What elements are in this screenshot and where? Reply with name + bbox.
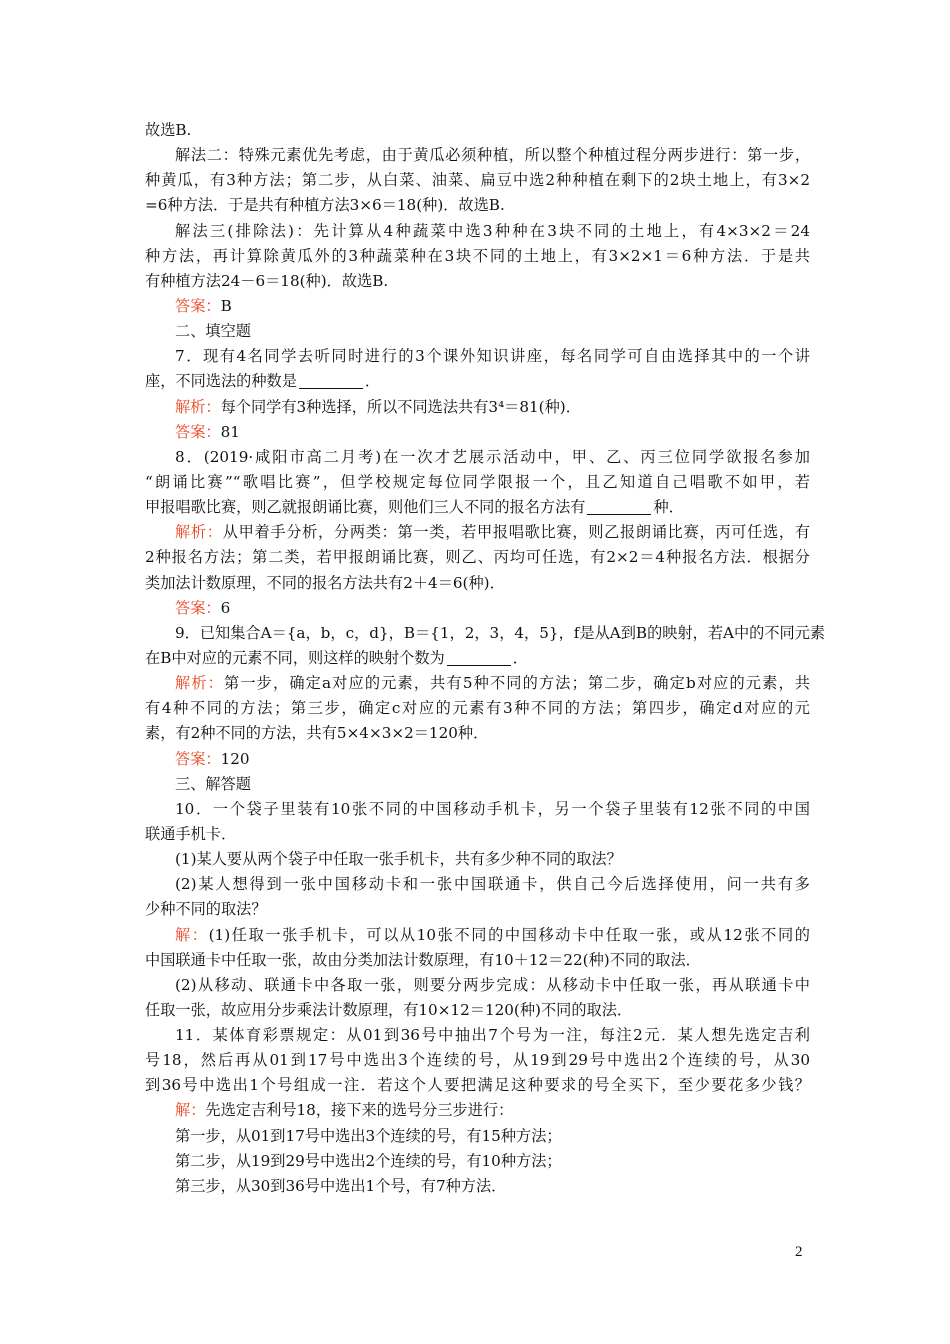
text-line	[145, 797, 810, 822]
answer-label: 答案：	[175, 749, 221, 768]
line-text: 三、解答题	[175, 774, 251, 793]
line-text: 8．(2019·咸阳市高二月考)在一次才艺展示活动中，甲、乙、丙三位同学欲报名参加	[175, 447, 810, 466]
text-line	[145, 1023, 810, 1048]
line-text: 种黄瓜，有3种方法；第二步，从白菜、油菜、扁豆中选2种种植在剩下的2块土地上，有3×2	[145, 171, 810, 190]
line-text: “朗诵比赛”“歌唱比赛”，但学校规定每位同学限报一个，且乙知道自己唱歌不如甲，若	[145, 472, 810, 491]
line-text: 座，不同选法的种数是	[145, 372, 297, 391]
line-text: 81	[220, 422, 240, 441]
text-line	[145, 1149, 810, 1174]
text-line	[145, 1048, 810, 1073]
line-text: 中国联通卡中任取一张，故由分类加法计数原理，有10＋12＝22(种)不同的取法．	[145, 950, 701, 969]
line-text: 每个同学有3种选择，所以不同选法共有3⁴＝81(种)．	[220, 397, 581, 416]
line-text: 第三步，从30到36号中选出1个号，有7种方法．	[175, 1176, 507, 1195]
fill-in-blank	[587, 499, 651, 515]
text-line	[145, 948, 810, 973]
answer-label: 解析：	[175, 674, 224, 693]
text-line	[145, 244, 810, 269]
answer-label: 解析：	[175, 397, 221, 416]
answer-label: 解：	[175, 1101, 206, 1120]
line-text: 任取一张，故应用分步乘法计数原理，有10×12＝120(种)不同的取法．	[145, 1000, 633, 1019]
line-text: 从甲着手分析，分两类：第一类，若甲报唱歌比赛，则乙报朗诵比赛，丙可任选，有	[222, 523, 811, 542]
text-line	[145, 269, 810, 294]
line-text: (2)某人想得到一张中国移动卡和一张中国联通卡，供自己今后选择使用，问一共有多	[175, 875, 810, 894]
fill-in-blank	[299, 373, 363, 389]
text-line	[145, 545, 810, 570]
line-text: 在B中对应的元素不同，则这样的映射个数为	[145, 648, 445, 667]
text-line	[145, 319, 810, 344]
line-text: B	[220, 296, 232, 315]
line-text: 故选B.	[145, 121, 192, 139]
line-text: =6种方法．于是共有种植方法3×6＝18(种)．故选B.	[145, 196, 505, 215]
answer-label: 解：	[175, 925, 209, 944]
line-text: 有4种不同的方法；第三步，确定c对应的元素有3种不同的方法；第四步，确定d对应的元	[145, 699, 810, 718]
text-line	[145, 696, 810, 721]
page-number: 2	[795, 1244, 803, 1260]
text-line	[145, 118, 810, 143]
text-line	[145, 596, 810, 621]
text-line	[145, 1073, 810, 1098]
answer-label: 答案：	[175, 296, 221, 315]
text-line	[145, 872, 810, 897]
text-line	[145, 772, 810, 797]
line-text: 9．已知集合A＝{a，b，c，d}，B＝{1，2，3，4，5}，f是从A到B的映射，若A中的不同元素	[175, 623, 826, 642]
line-text-tail: ．	[512, 648, 528, 667]
line-text: 解法二：特殊元素优先考虑，由于黄瓜必须种植，所以整个种植过程分两步进行：第一步，	[175, 146, 810, 165]
line-text: 6	[220, 598, 231, 617]
line-text: 先选定吉利号18，接下来的选号分三步进行：	[205, 1101, 514, 1120]
text-line	[145, 646, 810, 671]
fill-in-blank	[447, 650, 511, 666]
line-text: 号18，然后再从01到17号中选出3个连续的号，从19到29号中选出2个连续的号，从30	[145, 1051, 810, 1070]
text-line	[145, 219, 810, 244]
line-text: (1)某人要从两个袋子中任取一张手机卡，共有多少种不同的取法？	[175, 850, 622, 869]
text-line	[145, 571, 810, 596]
text-line	[145, 1098, 810, 1123]
line-text: (1)任取一张手机卡，可以从10张不同的中国移动卡中任取一张，或从12张不同的	[208, 925, 810, 944]
line-text: 少种不同的取法？	[145, 900, 267, 919]
text-line	[145, 294, 810, 319]
text-line	[145, 897, 810, 922]
line-text: 第二步，从19到29号中选出2个连续的号，有10种方法；	[175, 1151, 562, 1170]
line-text: 种方法，再计算除黄瓜外的3种蔬菜种在3块不同的土地上，有3×2×1＝6种方法．于是共	[145, 246, 810, 265]
text-line	[145, 193, 810, 218]
text-line	[145, 445, 810, 470]
answer-label: 答案：	[175, 598, 221, 617]
line-text: 二、填空题	[175, 322, 251, 341]
line-text: (2)从移动、联通卡中各取一张，则要分两步完成：从移动卡中任取一张，再从联通卡中	[175, 975, 810, 994]
line-text: 联通手机卡．	[145, 824, 237, 843]
line-text: 第一步，确定a对应的元素，共有5种不同的方法；第二步，确定b对应的元素，共	[224, 674, 810, 693]
text-line	[145, 168, 810, 193]
text-line	[145, 395, 810, 420]
line-text: 第一步，从01到17号中选出3个连续的号，有15种方法；	[175, 1126, 562, 1145]
text-line	[145, 721, 810, 746]
text-line	[145, 747, 810, 772]
text-line	[145, 369, 810, 394]
line-text: 到36号中选出1个号组成一注．若这个人要把满足这种要求的号全买下，至少要花多少钱？	[145, 1076, 810, 1095]
line-text: 7．现有4名同学去听同时进行的3个课外知识讲座，每名同学可自由选择其中的一个讲	[175, 347, 810, 366]
text-line	[145, 520, 810, 545]
text-line	[145, 671, 810, 696]
text-line	[145, 344, 810, 369]
line-text: 120	[220, 749, 250, 768]
line-text: 甲报唱歌比赛，则乙就报朗诵比赛，则他们三人不同的报名方法有	[145, 498, 586, 517]
text-line	[145, 998, 810, 1023]
answer-label: 答案：	[175, 422, 221, 441]
line-text: 有种植方法24－6＝18(种)．故选B.	[145, 271, 389, 290]
page-body	[145, 118, 826, 1199]
answer-label: 解析：	[175, 523, 223, 542]
text-line	[145, 847, 810, 872]
text-line	[145, 923, 810, 948]
line-text: 解法三(排除法)：先计算从4种蔬菜中选3种种在3块不同的土地上，有4×3×2＝24	[175, 221, 810, 240]
line-text: 2种报名方法；第二类，若甲报朗诵比赛，则乙、丙均可任选，有2×2＝4种报名方法．根据分	[145, 548, 810, 567]
line-text: 11．某体育彩票规定：从01到36号中抽出7个号为一注，每注2元．某人想先选定吉利	[175, 1026, 810, 1045]
text-line	[145, 143, 810, 168]
text-line	[145, 621, 826, 646]
line-text: 素，有2种不同的方法，共有5×4×3×2＝120种．	[145, 724, 489, 743]
line-text: 类加法计数原理，不同的报名方法共有2＋4＝6(种)．	[145, 573, 505, 592]
text-line	[145, 973, 810, 998]
line-text-tail: 种．	[653, 498, 684, 517]
text-line	[145, 420, 810, 445]
line-text: 10．一个袋子里装有10张不同的中国移动手机卡，另一个袋子里装有12张不同的中国	[175, 799, 810, 818]
text-line	[145, 470, 810, 495]
text-line	[145, 822, 810, 847]
text-line	[145, 1174, 810, 1199]
text-line	[145, 495, 810, 520]
line-text-tail: ．	[364, 372, 381, 391]
text-line	[145, 1124, 810, 1149]
